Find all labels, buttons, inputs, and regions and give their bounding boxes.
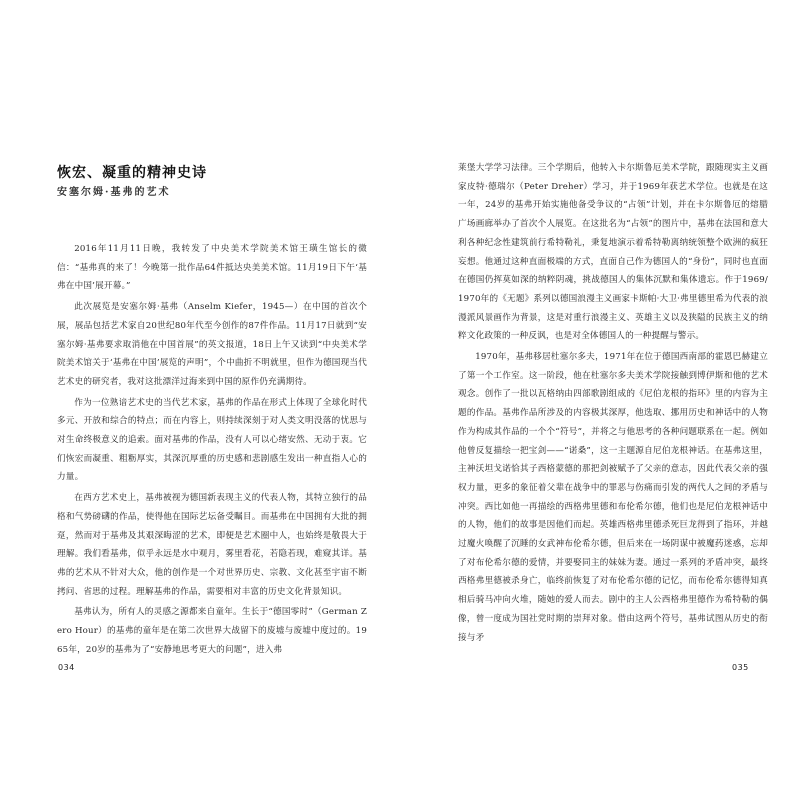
paragraph: 基弗认为，所有人的灵感之源都来自童年。生长于“德国零时”（German Zero Hour）的基弗的童年是在第二次世界大战留下的废墟与废墟中度过的。1965年，20岁的基弗为了“安静地思考更大的问题”，进入弗 bbox=[57, 607, 367, 655]
right-text-column bbox=[458, 159, 768, 649]
paragraph: 在西方艺术史上，基弗被视为德国新表现主义的代表人物，其特立独行的品格和气势磅礴的作品，使得他在国际艺坛备受瞩目。而基弗在中国拥有大批的拥趸，然而对于基弗及其艰深晦涩的艺术，即便是艺术圈中人，也始终是敬畏大于理解。我们看基弗，似乎永远是水中观月，雾里看花，若隐若现，难窥其详。基弗的艺术从不针对大众，他的创作是一个对世界历史、宗教、文化甚至宇宙不断拷问、省思的过程。理解基弗的作品，需要相对丰富的历史文化背景知识。 bbox=[57, 493, 367, 597]
paragraph-continued: 莱堡大学学习法律。三个学期后，他转入卡尔斯鲁厄美术学院，跟随现实主义画家皮特·德瑞尔（Peter Dreher）学习，并于1969年获艺术学位。也就是在这一年，24岁的基弗开始实施他备受争议的“占领”计划，并在卡尔斯鲁厄的熔腊广场画廊举办了首次个人展览。在这批名为“占领”的图片中，基弗在法国和意大利各种纪念性建筑前行希特勒礼，秉复地演示着希特勒离纳统领整个欧洲的疯狂妄想。他通过这种直面极端的方式，直面自己作为德国人的“身份”，同时也直面在德国仍挥莫如深的纳粹阴魂，挑战德国人的集体沉默和集体遗忘。作于1969/1970年的《无题》系列以德国浪漫主义画家卡斯帕·大卫·弗里德里希为代表的浪漫派风景画作为背景，这是对重行浪漫主义、英雄主义以及狭隘的民族主义的纳粹文化政策的一种反讽，也是对全体德国人的一种提醒与警示。 bbox=[458, 163, 768, 342]
right-page bbox=[400, 0, 800, 800]
paragraph: 此次展览是安塞尔姆·基弗（Anselm Kiefer，1945—）在中国的首次个展，展品包括艺术家自20世纪80年代至今创作的87件作品。11月17日就到“安塞尔姆·基弗要求取消他在中国首展”的英文报道，18日上午又读到“中央美术学院美术馆关于‘基弗在中国’展览的声明”，个中曲折不明就里，但作为德国现当代艺术史的研究者，我对这批漂洋过海来到中国的原作仍充满期待。 bbox=[57, 302, 367, 387]
chapter-title: 恢宏、凝重的精神史诗 bbox=[57, 165, 207, 181]
page-number-right: 035 bbox=[732, 663, 749, 672]
page-number-left: 034 bbox=[58, 663, 75, 672]
left-text-column bbox=[57, 240, 367, 661]
chapter-subtitle: 安塞尔姆·基弗的艺术 bbox=[57, 187, 171, 198]
paragraph: 1970年，基弗移居杜塞尔多夫，1971年在位于德国西南部的霍恩巴赫建立了第一个工作室。这一阶段，他在杜塞尔多夫美术学院接触到博伊斯和他的艺术观念。创作了一批以瓦格纳由四部歌剧组成的《尼伯龙根的指环》里的内容为主题的作品。基弗作品所涉及的内容极其深厚，他选取、挪用历史和神话中的人物作为构成其作品的一个个“符号”，并将之与他思考的各种问题联系在一起。例如他曾反复描绘一把宝剑——“诺桑”，这一主题源自尼伯龙根神话。在基弗这里，主神沃坦戈诺恰其子西格蒙德的那把剑被赋予了父亲的意志，因此代表父亲的强权力量，更多的象征着父辈在战争中的罪恶与伤痛而引发的两代人之间的矛盾与冲突。西比如他一再描绘的西格弗里德和布伦希尔德，他们也是尼伯龙根神话中的人物，他们的故事是因他们而起。英雄西格弗里德杀死巨龙得到了指环，并越过魔火唤醒了沉睡的女武神布伦希尔德，但后来在一场阴谋中被魔药迷惑，忘却了对布伦希尔德的爱情，并要娶同主的妹妹为妻。通过一系列的矛盾冲突，最终西格弗里德被杀身亡，临终前恢复了对布伦希尔德的记忆，而布伦希尔德得知真相后骑马冲向火堆，随她的爱人而去。剧中的主人公西格弗里德作为希特勒的偶像，曾一度成为国社党时期的崇拜对象。借由这两个符号，基弗试图从历史的衔接与矛 bbox=[458, 352, 768, 643]
paragraph: 2016年11月11日晚，我转发了中央美术学院美术馆王璜生馆长的微信：“基弗真的来了！今晚第一批作品64件抵达央美美术馆。11月19日下午‘基弗在中国’展开幕。” bbox=[57, 244, 367, 292]
paragraph: 作为一位熟谙艺术史的当代艺术家，基弗的作品在形式上体现了全球化时代多元、开放和综合的特点；而在内容上，则持续深刻于对人类文明没落的忧思与对生命终极意义的追索。面对基弗的作品，没有人可以心绪安然、无动于衷。它们恢宏而凝重、粗粝厚实，其深沉厚重的历史感和悲剧感生发出一种直指人心的力量。 bbox=[57, 397, 367, 483]
